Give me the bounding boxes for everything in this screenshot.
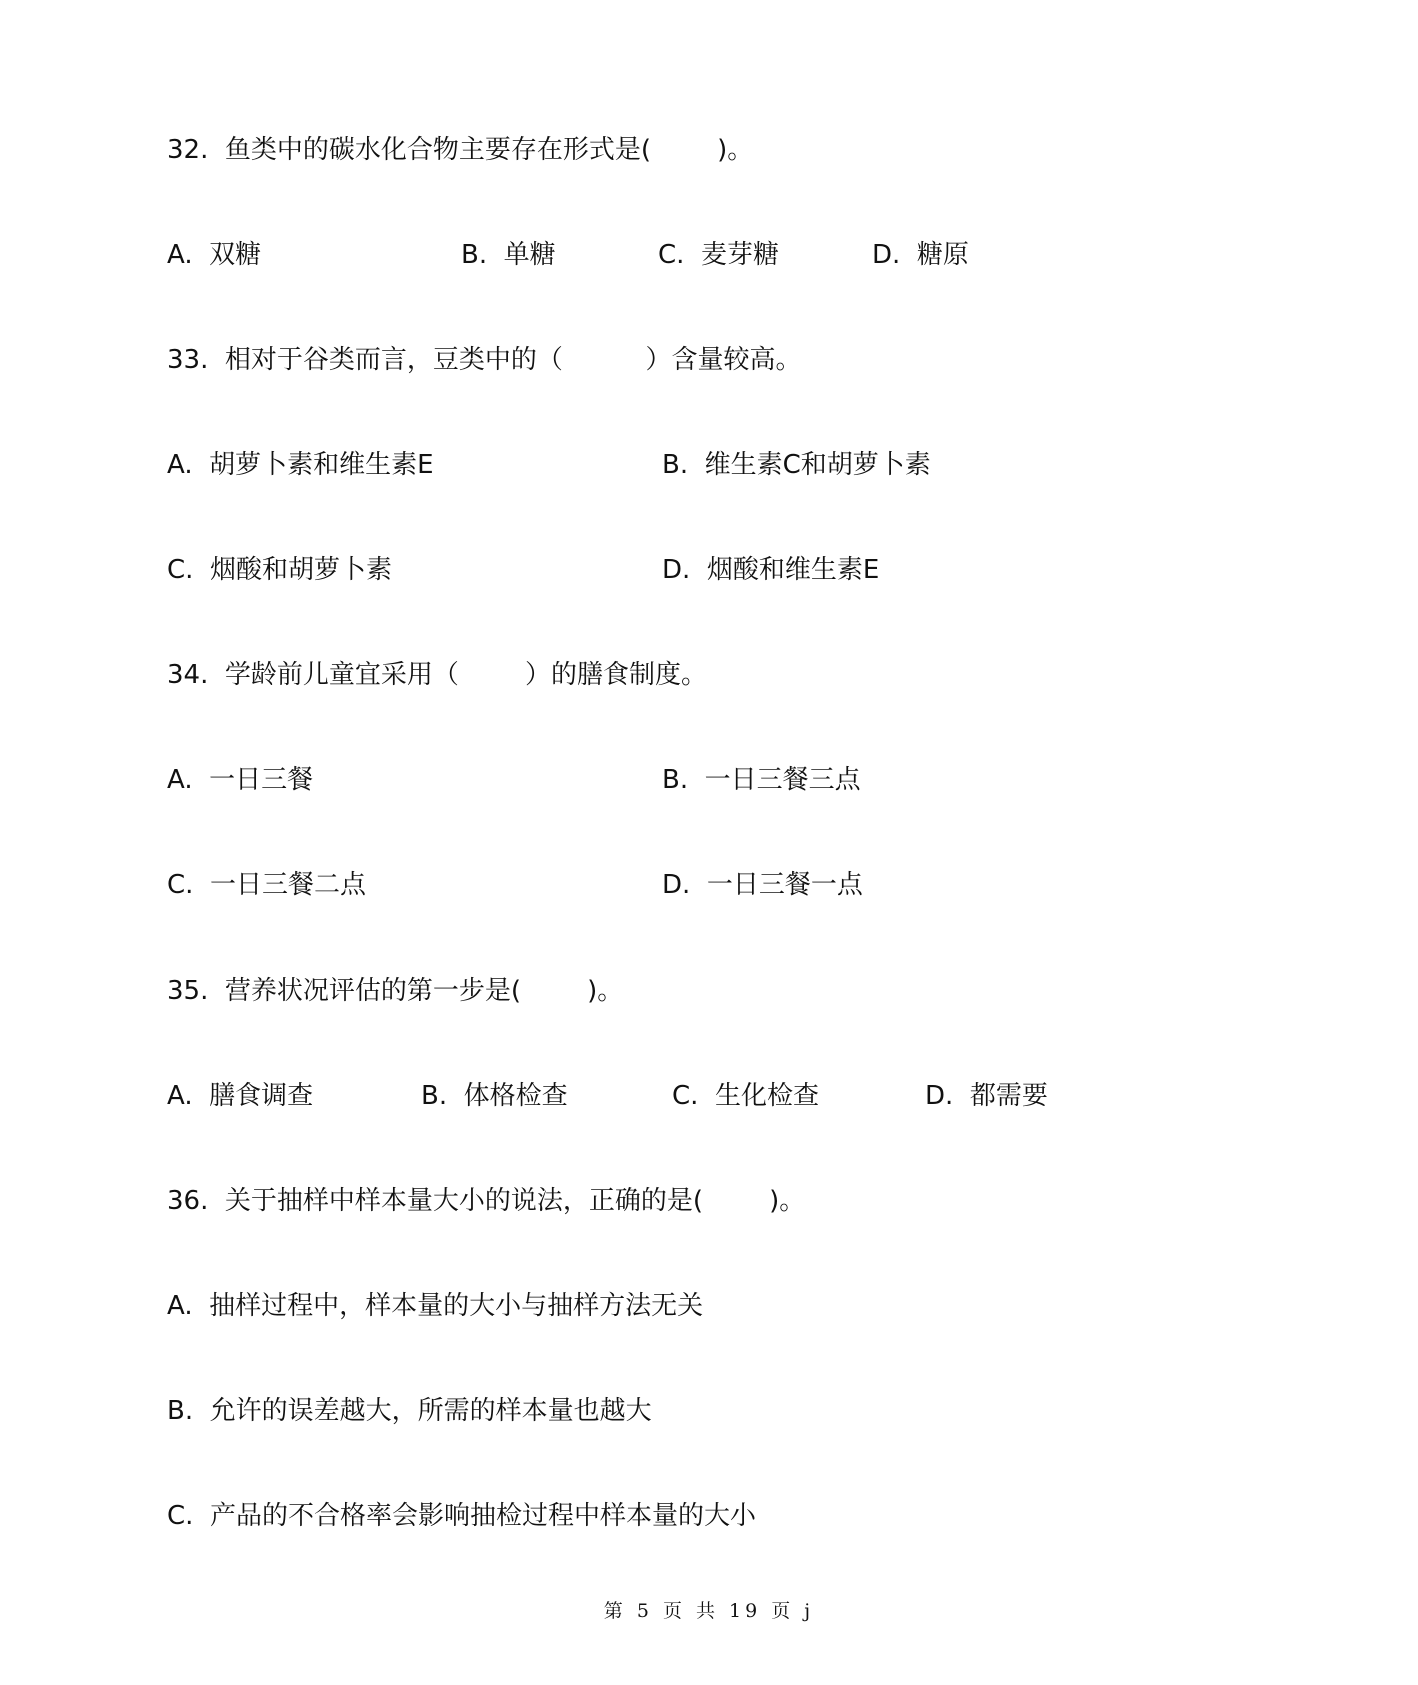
question-34-option-c: C. 一日三餐二点 bbox=[167, 870, 366, 900]
question-33-option-c: C. 烟酸和胡萝卜素 bbox=[167, 555, 392, 585]
question-32-option-a: A. 双糖 bbox=[167, 240, 262, 270]
question-35-stem: 35. 营养状况评估的第一步是( )。 bbox=[167, 976, 624, 1006]
question-32-option-c: C. 麦芽糖 bbox=[658, 240, 779, 270]
page-footer: 第 5 页 共 19 页 j bbox=[603, 1600, 815, 1622]
question-33-option-a: A. 胡萝卜素和维生素E bbox=[167, 450, 434, 480]
question-36-stem: 36. 关于抽样中样本量大小的说法，正确的是( )。 bbox=[167, 1186, 806, 1216]
question-32-stem: 32. 鱼类中的碳水化合物主要存在形式是( )。 bbox=[167, 135, 754, 165]
question-34-option-d: D. 一日三餐一点 bbox=[662, 870, 863, 900]
question-33-stem: 33. 相对于谷类而言，豆类中的（ ）含量较高。 bbox=[167, 345, 802, 375]
question-36-option-c: C. 产品的不合格率会影响抽检过程中样本量的大小 bbox=[167, 1501, 756, 1531]
question-35-option-a: A. 膳食调查 bbox=[167, 1081, 314, 1111]
question-33-option-b: B. 维生素C和胡萝卜素 bbox=[662, 450, 931, 480]
question-33-option-d: D. 烟酸和维生素E bbox=[662, 555, 880, 585]
question-32-option-d: D. 糖原 bbox=[872, 240, 969, 270]
question-34-stem: 34. 学龄前儿童宜采用（ ）的膳食制度。 bbox=[167, 660, 707, 690]
question-36-option-a: A. 抽样过程中，样本量的大小与抽样方法无关 bbox=[167, 1291, 704, 1321]
question-34-option-b: B. 一日三餐三点 bbox=[662, 765, 861, 795]
question-35-option-c: C. 生化检查 bbox=[672, 1081, 819, 1111]
question-35-option-b: B. 体格检查 bbox=[421, 1081, 568, 1111]
question-35-option-d: D. 都需要 bbox=[925, 1081, 1048, 1111]
question-36-option-b: B. 允许的误差越大，所需的样本量也越大 bbox=[167, 1396, 652, 1426]
question-34-option-a: A. 一日三餐 bbox=[167, 765, 314, 795]
question-32-option-b: B. 单糖 bbox=[461, 240, 556, 270]
